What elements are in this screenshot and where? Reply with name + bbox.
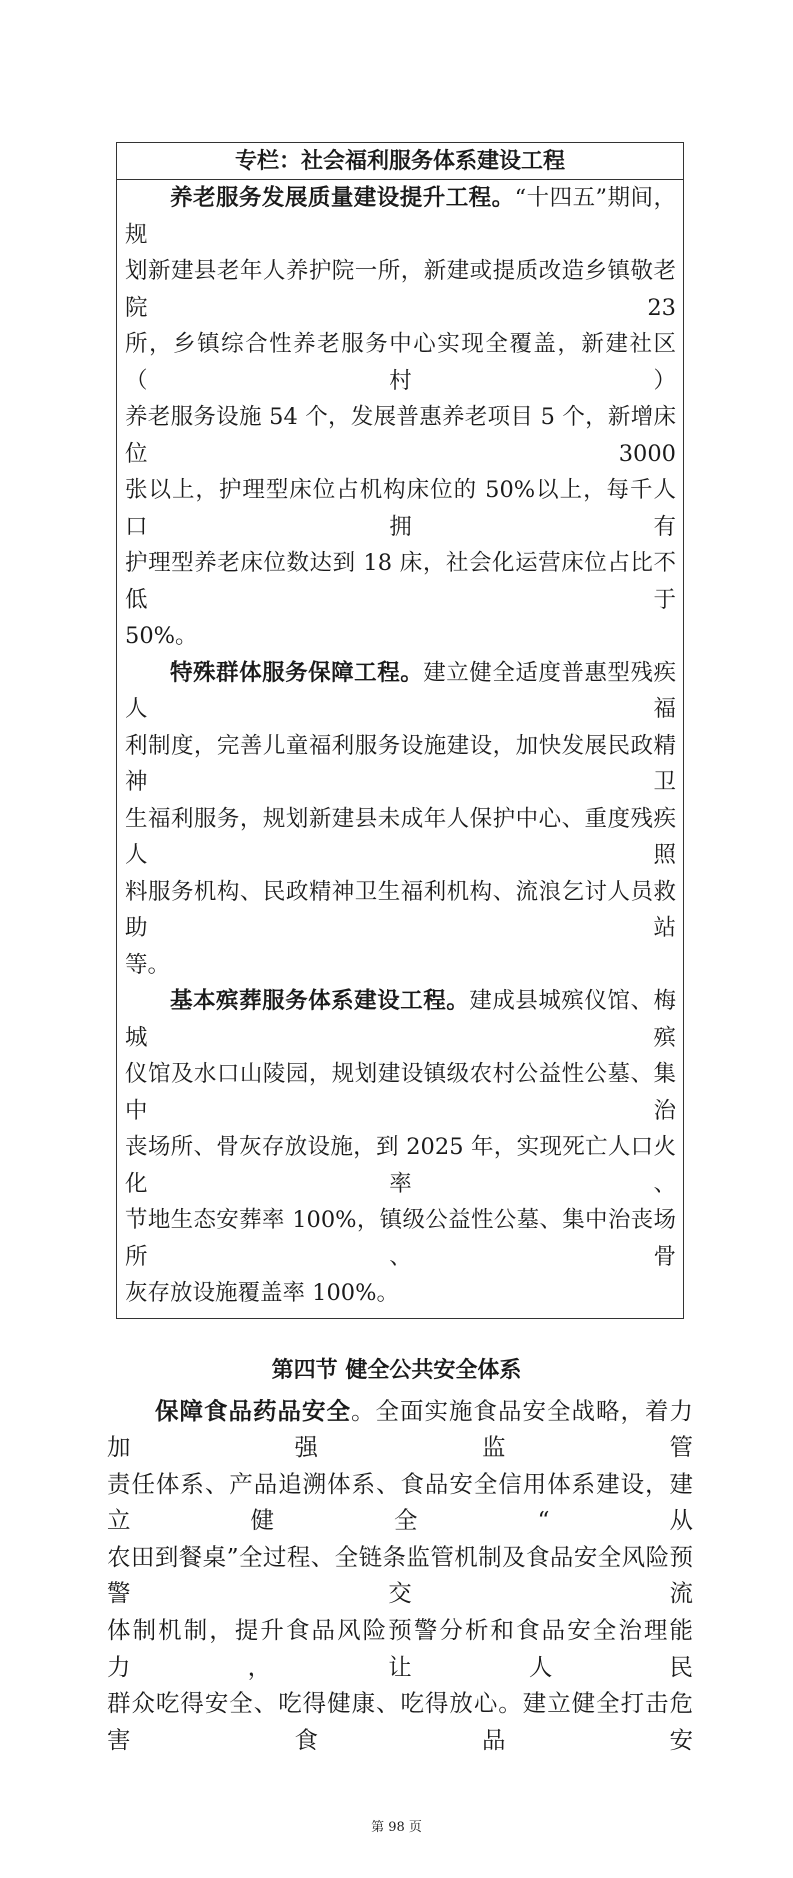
line-text: 50%。 [125,623,198,649]
text-line [125,180,676,253]
text-line [125,947,676,984]
text-line [125,545,676,618]
line-text: 所，乡镇综合性养老服务中心实现全覆盖，新建社区（村） [125,331,676,394]
line-text: 建成县城殡仪馆、梅城殡 [125,988,676,1051]
text-line [125,983,676,1056]
column-body [117,180,683,1312]
text-line [125,618,676,655]
text-line [125,801,676,874]
column-title: 专栏：社会福利服务体系建设工程 [117,143,683,180]
text-line [125,399,676,472]
line-text: 体制机制，提升食品风险预警分析和食品安全治理能力，让人民 [107,1616,693,1681]
line-text: 建立健全适度普惠型残疾人福 [125,659,676,722]
line-text: 。全面实施食品安全战略，着力加强监管 [107,1396,693,1462]
text-line [125,1056,676,1129]
line-text: 灰存放设施覆盖率 100%。 [125,1280,399,1306]
text-line [125,1129,676,1202]
text-line [125,1202,676,1275]
paragraph-lead: 基本殡葬服务体系建设工程。 [170,988,470,1014]
line-text: 等。 [125,951,171,978]
line-text: “十四五”期间，规 [125,185,676,248]
paragraph-lead: 保障食品药品安全 [155,1396,351,1425]
text-line [125,728,676,801]
line-text: 节地生态安葬率 100%，镇级公益性公墓、集中治丧场所、骨 [125,1207,676,1270]
line-text: 张以上，护理型床位占机构床位的 50%以上，每千人口拥有 [125,477,676,540]
line-text: 护理型养老床位数达到 18 床，社会化运营床位占比不低于 [125,550,676,613]
text-line [125,326,676,399]
section-heading: 第四节 健全公共安全体系 [271,1356,522,1383]
text-line [125,874,676,947]
line-text: 生福利服务，规划新建县未成年人保护中心、重度残疾人照 [125,805,676,868]
line-text: 群众吃得安全、吃得健康、吃得放心。建立健全打击危害食品安 [107,1689,693,1754]
text-line [107,1685,693,1758]
paragraph-lead: 特殊群体服务保障工程。 [170,659,424,686]
text-line [125,655,676,728]
paragraph-lead: 养老服务发展质量建设提升工程。 [170,185,515,211]
line-text: 利制度，完善儿童福利服务设施建设，加快发展民政精神卫 [125,732,676,795]
text-line [107,1393,693,1466]
page-number: 第 98 页 [371,1820,422,1836]
text-line [125,253,676,326]
line-text: 划新建县老年人养护院一所，新建或提质改造乡镇敬老院 23 [125,258,676,321]
text-line [107,1612,693,1685]
line-text: 丧场所、骨灰存放设施，到 2025 年，实现死亡人口火化率、 [125,1134,676,1197]
section-body [107,1393,693,1759]
line-text: 养老服务设施 54 个，发展普惠养老项目 5 个，新增床位 3000 [125,404,676,467]
column-box [116,142,684,1319]
line-text: 责任体系、产品追溯体系、食品安全信用体系建设，建立健全“从 [107,1469,693,1535]
text-line [125,1275,676,1312]
text-line [125,472,676,545]
line-text: 料服务机构、民政精神卫生福利机构、流浪乞讨人员救助站 [125,878,676,941]
line-text: 农田到餐桌”全过程、全链条监管机制及食品安全风险预警交流 [107,1542,693,1608]
line-text: 仪馆及水口山陵园，规划建设镇级农村公益性公墓、集中治 [125,1061,676,1124]
text-line [107,1466,693,1539]
text-line [107,1539,693,1612]
